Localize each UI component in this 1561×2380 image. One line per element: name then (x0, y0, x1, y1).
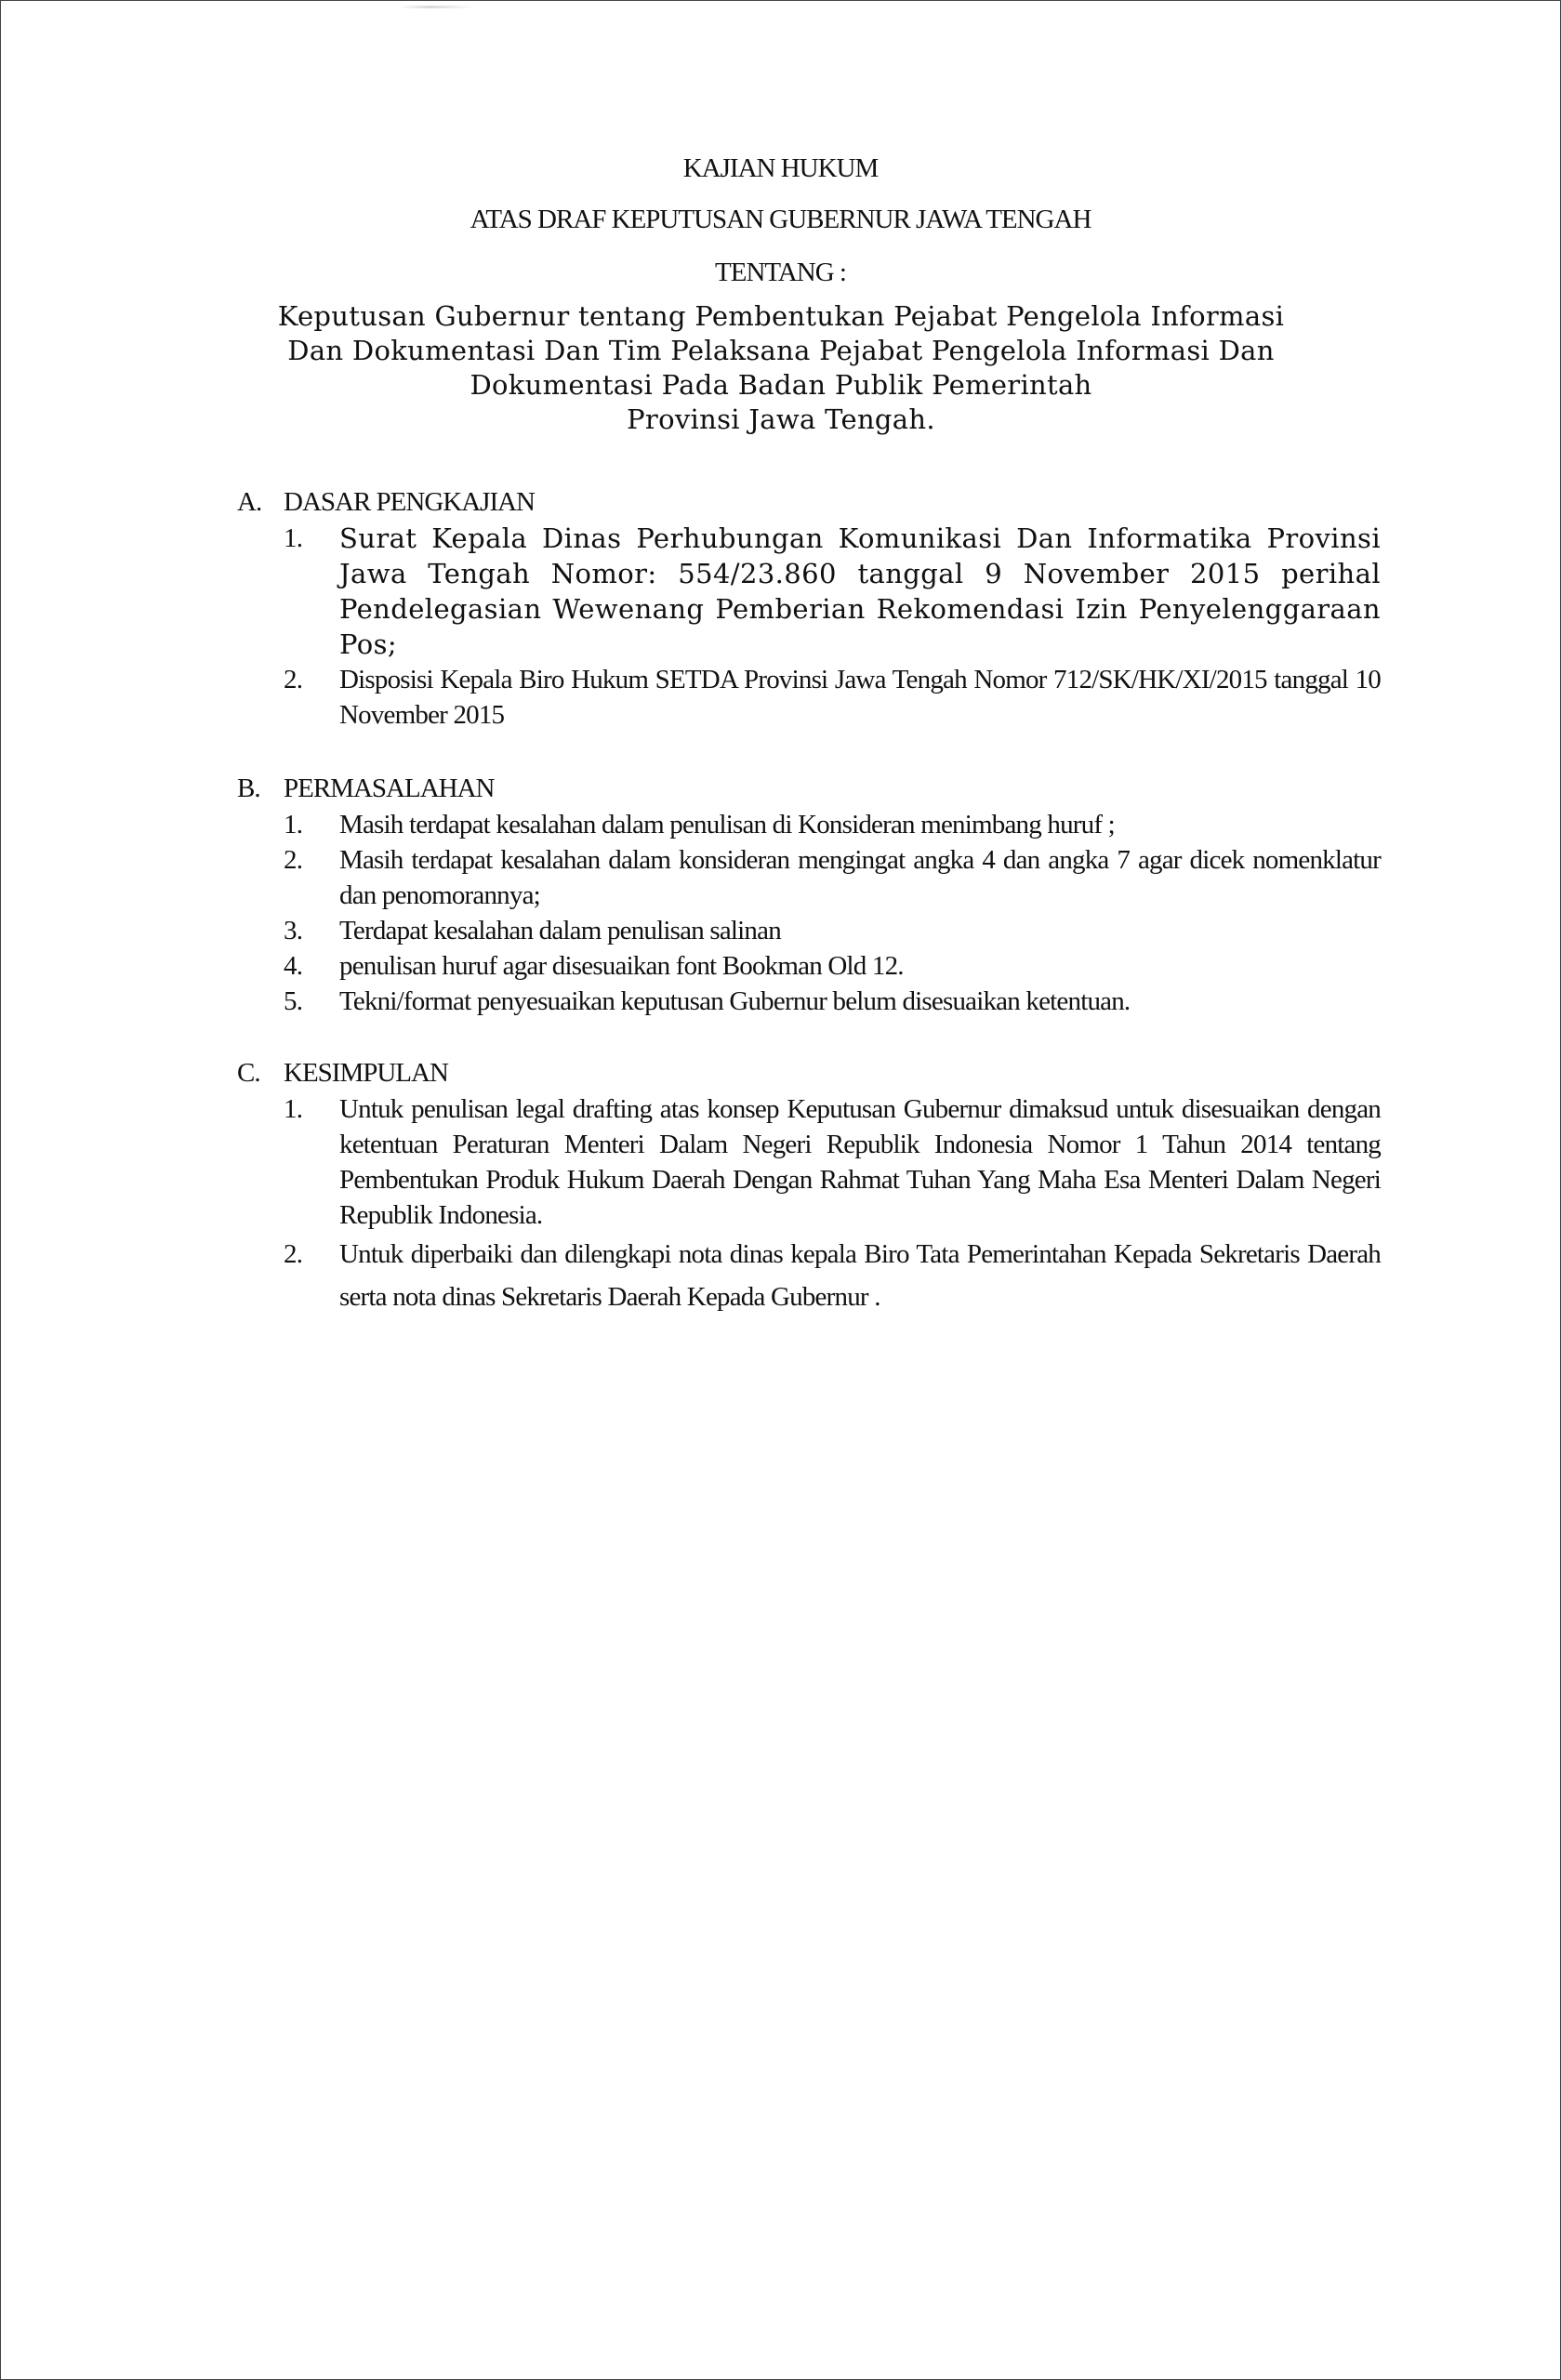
list-item (237, 662, 1381, 733)
scan-artifact (400, 6, 474, 8)
section-items (237, 1091, 1381, 1318)
item-number: 3. (284, 916, 303, 945)
subject-line: Dan Dokumentasi Dan Tim Pelaksana Pejabat Pengelola Informasi Dan (287, 335, 1275, 366)
section-items (237, 521, 1381, 733)
subject-line: Dokumentasi Pada Badan Publik Pemerintah (470, 369, 1092, 401)
list-item (237, 984, 1381, 1019)
section-items (237, 807, 1381, 1019)
section-title: KESIMPULAN (284, 1058, 448, 1088)
document-title: KAJIAN HUKUM (682, 153, 879, 183)
item-text: penulisan huruf agar disesuaikan font Bookman Old 12. (339, 951, 904, 981)
section-heading (237, 1056, 1381, 1090)
section-heading (237, 485, 1381, 519)
item-number: 1. (284, 1094, 303, 1124)
item-text: Disposisi Kepala Biro Hukum SETDA Provinsi Jawa Tengah Nomor 712/SK/HK/XI/2015 tanggal 10 November 2015 (339, 665, 1381, 730)
item-number: 2. (284, 845, 303, 875)
document-subtitle: ATAS DRAF KEPUTUSAN GUBERNUR JAWA TENGAH (470, 205, 1091, 234)
section-letter: C. (237, 1058, 260, 1088)
item-text: Untuk diperbaiki dan dilengkapi nota dinas kepala Biro Tata Pemerintahan Kepada Sekretaris Daerah serta nota dinas Sekretaris Daerah Kepada Gubernur . (339, 1239, 1381, 1312)
subject-line: Keputusan Gubernur tentang Pembentukan Pejabat Pengelola Informasi (277, 300, 1285, 332)
item-number: 4. (284, 951, 303, 981)
list-item (237, 842, 1381, 913)
list-item (237, 521, 1381, 662)
item-text: Untuk penulisan legal drafting atas konsep Keputusan Gubernur dimaksud untuk disesuaikan dengan ketentuan Peraturan Menteri Dalam Negeri Republik Indonesia Nomor 1 Tahun 2014 tentang Pembentukan Produk Hukum Daerah Dengan Rahmat Tuhan Yang Maha Esa Menteri Dalam Negeri Republik Indonesia. (339, 1094, 1381, 1230)
item-number: 1. (284, 523, 303, 553)
section-kesimpulan (237, 1056, 1381, 1318)
section-letter: B. (237, 774, 260, 803)
list-item (237, 948, 1381, 984)
section-heading (237, 772, 1381, 805)
section-title: DASAR PENGKAJIAN (284, 487, 535, 517)
item-text: Surat Kepala Dinas Perhubungan Komunikasi Dan Informatika Provinsi Jawa Tengah Nomor: 554/23.860 tanggal 9 November 2015 perihal Pendelegasian Wewenang Pemberian Rekomendasi Izin Penyelenggaraan Pos; (339, 522, 1381, 660)
document-tentang: TENTANG : (715, 258, 846, 287)
section-letter: A. (237, 487, 262, 517)
document-subject (270, 299, 1292, 437)
section-dasar-pengkajian (237, 485, 1381, 733)
item-number: 2. (284, 1239, 303, 1269)
item-text: Tekni/format penyesuaikan keputusan Gubernur belum disesuaikan ketentuan. (339, 986, 1131, 1016)
item-number: 5. (284, 986, 303, 1016)
list-item (237, 913, 1381, 948)
item-text: Terdapat kesalahan dalam penulisan salinan (339, 916, 781, 945)
list-item (237, 1091, 1381, 1233)
section-title: PERMASALAHAN (284, 774, 495, 803)
list-item (237, 807, 1381, 842)
item-number: 1. (284, 810, 303, 840)
item-text: Masih terdapat kesalahan dalam konsideran mengingat angka 4 dan angka 7 agar dicek nomenklatur dan penomorannya; (339, 845, 1381, 910)
subject-line: Provinsi Jawa Tengah. (627, 403, 935, 435)
section-permasalahan (237, 772, 1381, 1019)
list-item (237, 1233, 1381, 1318)
item-text: Masih terdapat kesalahan dalam penulisan di Konsideran menimbang huruf ; (339, 810, 1115, 840)
item-number: 2. (284, 665, 303, 694)
